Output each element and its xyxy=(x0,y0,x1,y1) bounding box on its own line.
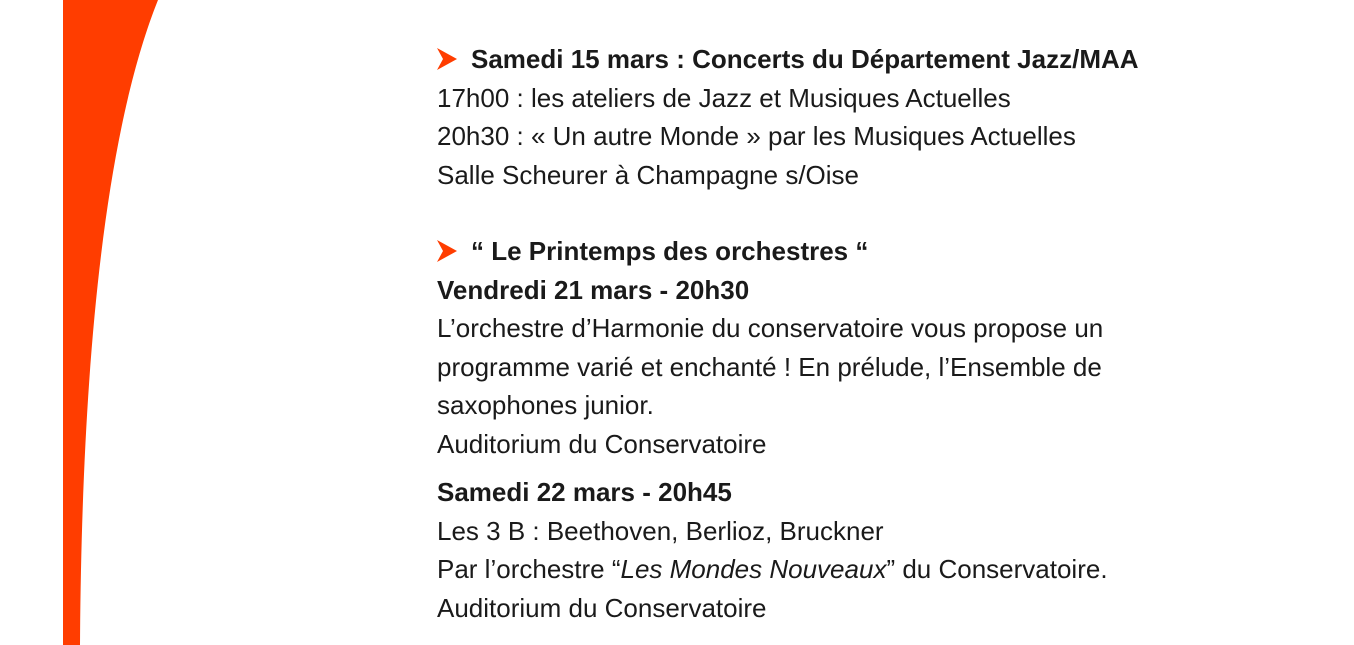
section1-line-2: 20h30 : « Un autre Monde » par les Musiques Actuelles xyxy=(437,121,1076,151)
section1-line-1: 17h00 : les ateliers de Jazz et Musiques Actuelles xyxy=(437,82,1011,113)
event2-orchestra-suffix: ” du Conservatoire. xyxy=(886,554,1108,584)
decorative-orange-stripe xyxy=(0,0,200,645)
event1-line-1: L’orchestre d’Harmonie du conservatoire vous propose un xyxy=(437,313,1104,343)
section1-line-3: Salle Scheurer à Champagne s/Oise xyxy=(437,159,860,190)
section2-heading-row xyxy=(437,232,1337,271)
event2-orchestra-name: Les Mondes Nouveaux xyxy=(620,554,887,584)
event2-program: Les 3 B : Beethoven, Berlioz, Bruckner xyxy=(437,515,884,546)
event-listing xyxy=(437,40,1337,627)
event1-line-2: programme varié et enchanté ! En prélude, l’Ensemble de xyxy=(437,351,1102,382)
stripe-shape xyxy=(63,0,158,645)
section1-heading: Samedi 15 mars : Concerts du Département Jazz/MAA xyxy=(471,44,1139,74)
event1-date: Vendredi 21 mars - 20h30 xyxy=(437,274,750,305)
section1-heading-row xyxy=(437,40,1337,79)
arrow-right-icon xyxy=(437,48,457,70)
event2-orchestra-prefix: Par l’orchestre “ xyxy=(437,554,621,584)
event2-orchestra xyxy=(437,550,1337,589)
event1-venue: Auditorium du Conservatoire xyxy=(437,428,767,459)
event2-venue: Auditorium du Conservatoire xyxy=(437,592,767,623)
event1-line-3: saxophones junior. xyxy=(437,390,654,420)
arrow-right-icon xyxy=(437,240,457,262)
event2-date: Samedi 22 mars - 20h45 xyxy=(437,477,732,507)
section2-heading: “ Le Printemps des orchestres “ xyxy=(471,236,869,266)
